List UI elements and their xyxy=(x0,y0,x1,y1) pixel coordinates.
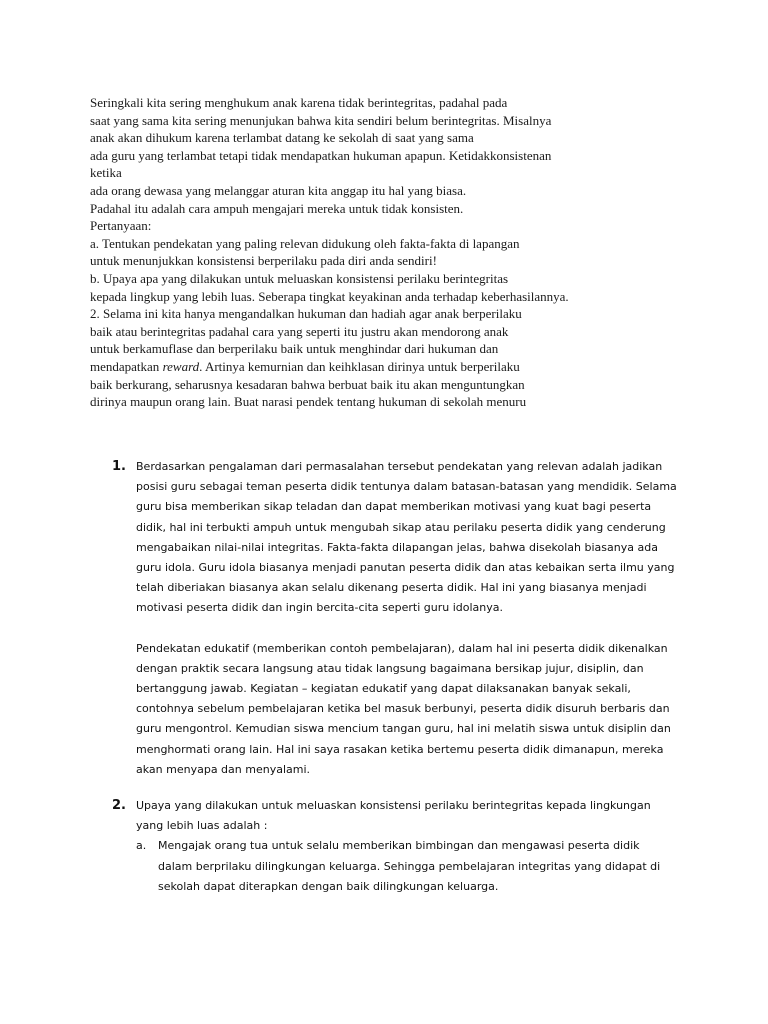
paragraph-spacer xyxy=(136,619,682,639)
reward-prefix: mendapatkan xyxy=(90,358,163,374)
answer-line: posisi guru sebagai teman peserta didik tentunya dalam batasan-batasan yang mendidik. Selama xyxy=(136,480,677,494)
item-spacer xyxy=(112,780,682,796)
answer-line: Upaya yang dilakukan untuk meluaskan konsistensi perilaku berintegritas kepada lingkungan xyxy=(136,799,651,813)
question-line: baik atau berintegritas padahal cara yang seperti itu justru akan mendorong anak xyxy=(90,323,509,339)
question-line: a. Tentukan pendekatan yang paling relevan didukung oleh fakta-fakta di lapangan xyxy=(90,235,520,251)
question-line: untuk menunjukkan konsistensi berperilaku pada diri anda sendiri! xyxy=(90,253,437,269)
answer-paragraph xyxy=(136,457,682,619)
question-heading: Pertanyaan: xyxy=(90,218,152,234)
answer-line: contohnya sebelum pembelajaran keti̇ka bel masuk berbunyi, peserta didik disuruh berbaris dan xyxy=(136,702,670,716)
question-line-reward xyxy=(90,358,690,376)
answer-line: dengan prakti̇k secara langsung atau ti̇dak langsung bagaimana bersikap jujur, disiplin, dan xyxy=(136,661,644,675)
answer-line: Pendekatan edukati̇f (memberikan contoh pembelajaran), dalam hal ini peserta didik dikenalkan xyxy=(136,641,668,655)
answer-line: Berdasarkan pengalaman dari permasalahan tersebut pendekatan yang relevan adalah jadikan xyxy=(136,460,663,473)
answer-item-2 xyxy=(112,796,682,897)
answer-number: 2. xyxy=(112,798,126,814)
question-line: Seringkali kita sering menghukum anak karena tidak berintegritas, padahal pada xyxy=(90,95,508,110)
question-line: kepada lingkup yang lebih luas. Seberapa tingkat keyakinan anda terhadap keberhasilannya. xyxy=(90,288,569,304)
question-line: ketika xyxy=(90,165,122,181)
question-line: ada guru yang terlambat tetapi tidak mendapatkan hukuman apapun. Ketidakkonsistenan xyxy=(90,147,552,163)
answer-line: akan menyapa dan menyalami. xyxy=(136,762,311,776)
answer-line: Mengajak orang tua untuk selalu memberikan bimbingan dan mengawasi peserta didik xyxy=(158,839,640,853)
answer-line: moti̇vasi peserta didik dan ingin bercita-cita seperti̇ guru idolanya. xyxy=(136,601,504,615)
answer-paragraph xyxy=(136,796,682,836)
answer-line: bertanggung jawab. Kegiatan – kegiatan edukati̇f yang dapat dilaksanakan banyak sekali, xyxy=(136,682,631,696)
question-text xyxy=(90,94,690,411)
reward-suffix: . Artinya kemurnian dan keihklasan dirinya untuk berperilaku xyxy=(199,358,520,374)
question-line: b. Upaya apa yang dilakukan untuk meluaskan konsistensi perilaku berintegritas xyxy=(90,270,509,286)
answer-line: guru mengontrol. Kemudian siswa mencium tangan guru, hal ini melati̇h siswa untuk disiplin dan xyxy=(136,722,671,736)
question-line: 2. Selama ini kita hanya mengandalkan hukuman dan hadiah agar anak berperilaku xyxy=(90,306,522,322)
question-line: Padahal itu adalah cara ampuh mengajari mereka untuk tidak konsisten. xyxy=(90,200,464,216)
answer-line: guru bisa memberikan sikap teladan dan dapat memberikan moti̇vasi yang kuat bagi peserta xyxy=(136,500,652,514)
answer-line: menghormati̇ orang lain. Hal ini saya rasakan keti̇ka bertemu peserta didik dimanapun, mereka xyxy=(136,742,664,756)
answer-line: dalam berprilaku dilingkungan keluarga. Sehingga pembelajaran integritas yang didapat di xyxy=(158,859,661,873)
answer-line: yang lebih luas adalah : xyxy=(136,819,268,833)
question-line: anak akan dihukum karena terlambat datang ke sekolah di saat yang sama xyxy=(90,130,474,146)
answer-line: mengabaikan nilai-nilai integritas. Fakta-fakta dilapangan jelas, bahwa disekolah biasanya ada xyxy=(136,540,658,554)
answer-line: didik, hal ini terbukti̇ ampuh untuk mengubah sikap atau perilaku peserta didik yang cenderung xyxy=(136,520,666,534)
question-line: ada orang dewasa yang melanggar aturan kita anggap itu hal yang biasa. xyxy=(90,182,467,198)
reward-word: reward xyxy=(162,358,200,374)
answer-section xyxy=(112,457,682,897)
answer-sub-item-a xyxy=(136,836,682,897)
answer-item-1 xyxy=(112,457,682,780)
answer-line: telah diberiakan biasanya akan selalu dikenang peserta didik. Hal ini yang biasanya menjadi xyxy=(136,581,647,595)
question-line: saat yang sama kita sering menunjukan bahwa kita sendiri belum berintegritas. Misalnya xyxy=(90,112,552,128)
question-line: baik berkurang, seharusnya kesadaran bahwa berbuat baik itu akan menguntungkan xyxy=(90,376,525,392)
sub-item-marker: a. xyxy=(136,839,147,853)
answer-paragraph xyxy=(136,639,682,780)
answer-line: sekolah dapat diterapkan dengan baik dilingkungan keluarga. xyxy=(158,879,499,893)
question-line: untuk berkamuflase dan berperilaku baik untuk menghindar dari hukuman dan xyxy=(90,341,499,357)
answer-number: 1. xyxy=(112,459,126,474)
answer-line: guru idola. Guru idola biasanya menjadi panutan peserta didik dan atas kebaikan serta ilmu yang xyxy=(136,561,675,575)
question-line: dirinya maupun orang lain. Buat narasi pendek tentang hukuman di sekolah menuru xyxy=(90,394,527,410)
